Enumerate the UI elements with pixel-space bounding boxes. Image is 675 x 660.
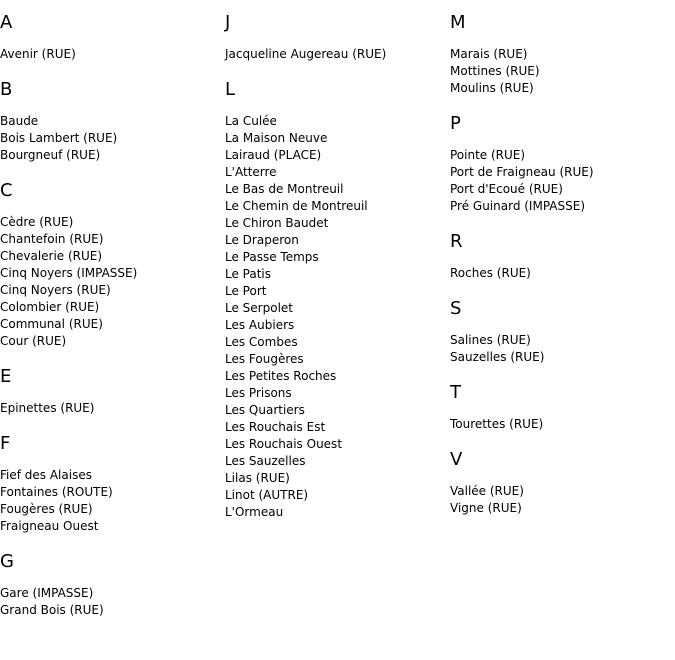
section-letter-heading: L xyxy=(225,79,236,100)
section-letter-heading: M xyxy=(450,12,466,33)
street-link[interactable]: Les Rouchais Ouest xyxy=(225,437,343,451)
street-list xyxy=(0,585,215,619)
street-link[interactable]: Bourgneuf (RUE) xyxy=(0,148,101,162)
section-letter-heading: J xyxy=(225,12,231,33)
street-link[interactable]: Baude xyxy=(0,114,39,128)
street-link[interactable]: Le Passe Temps xyxy=(225,250,319,264)
index-column-2 xyxy=(225,0,440,537)
street-list xyxy=(450,265,665,282)
index-column-1 xyxy=(0,0,215,635)
street-link[interactable]: Le Patis xyxy=(225,267,272,281)
street-link[interactable]: Sauzelles (RUE) xyxy=(450,350,545,364)
section-letter-heading: G xyxy=(0,551,14,572)
street-link[interactable]: Port d'Ecoué (RUE) xyxy=(450,182,563,196)
street-list xyxy=(0,400,215,417)
street-list xyxy=(450,483,665,517)
letter-section xyxy=(225,12,440,63)
street-link[interactable]: Tourettes (RUE) xyxy=(450,417,544,431)
street-link[interactable]: Grand Bois (RUE) xyxy=(0,603,104,617)
letter-section xyxy=(450,382,665,433)
street-list xyxy=(225,46,440,63)
street-link[interactable]: Communal (RUE) xyxy=(0,317,103,331)
street-link[interactable]: L'Atterre xyxy=(225,165,277,179)
section-letter-heading: A xyxy=(0,12,13,33)
street-link[interactable]: Marais (RUE) xyxy=(450,47,528,61)
street-link[interactable]: Salines (RUE) xyxy=(450,333,531,347)
street-link[interactable]: Chantefoin (RUE) xyxy=(0,232,104,246)
street-link[interactable]: Lilas (RUE) xyxy=(225,471,290,485)
letter-section xyxy=(0,12,215,63)
street-link[interactable]: Fontaines (ROUTE) xyxy=(0,485,113,499)
street-link[interactable]: Les Combes xyxy=(225,335,298,349)
street-link[interactable]: Pointe (RUE) xyxy=(450,148,526,162)
street-link[interactable]: Les Aubiers xyxy=(225,318,295,332)
street-link[interactable]: Les Fougères xyxy=(225,352,304,366)
street-list xyxy=(450,332,665,366)
street-link[interactable]: Colombier (RUE) xyxy=(0,300,100,314)
letter-section xyxy=(450,449,665,517)
letter-section xyxy=(0,551,215,619)
street-link[interactable]: Linot (AUTRE) xyxy=(225,488,309,502)
street-list xyxy=(0,214,215,350)
letter-section xyxy=(0,433,215,535)
letter-section xyxy=(0,180,215,350)
street-link[interactable]: L'Ormeau xyxy=(225,505,284,519)
street-list xyxy=(0,467,215,535)
street-link[interactable]: Vallée (RUE) xyxy=(450,484,524,498)
street-link[interactable]: Roches (RUE) xyxy=(450,266,531,280)
section-letter-heading: P xyxy=(450,113,461,134)
street-link[interactable]: Chevalerie (RUE) xyxy=(0,249,103,263)
section-letter-heading: F xyxy=(0,433,11,454)
street-link[interactable]: Fraigneau Ouest xyxy=(0,519,99,533)
street-link[interactable]: Bois Lambert (RUE) xyxy=(0,131,118,145)
street-link[interactable]: Le Port xyxy=(225,284,267,298)
section-letter-heading: R xyxy=(450,231,463,252)
street-link[interactable]: Mottines (RUE) xyxy=(450,64,540,78)
section-letter-heading: C xyxy=(0,180,13,201)
street-link[interactable]: Cèdre (RUE) xyxy=(0,215,74,229)
street-link[interactable]: Epinettes (RUE) xyxy=(0,401,95,415)
street-list xyxy=(225,113,440,521)
letter-section xyxy=(450,12,665,97)
letter-section xyxy=(0,79,215,164)
street-link[interactable]: Pré Guinard (IMPASSE) xyxy=(450,199,585,213)
street-link[interactable]: Moulins (RUE) xyxy=(450,81,534,95)
street-link[interactable]: Vigne (RUE) xyxy=(450,501,522,515)
street-link[interactable]: La Culée xyxy=(225,114,277,128)
street-list xyxy=(0,46,215,63)
street-link[interactable]: Cinq Noyers (RUE) xyxy=(0,283,111,297)
section-letter-heading: S xyxy=(450,298,462,319)
street-link[interactable]: Les Petites Roches xyxy=(225,369,337,383)
street-link[interactable]: La Maison Neuve xyxy=(225,131,328,145)
street-link[interactable]: Lairaud (PLACE) xyxy=(225,148,322,162)
street-link[interactable]: Le Chemin de Montreuil xyxy=(225,199,368,213)
street-link[interactable]: Les Sauzelles xyxy=(225,454,306,468)
street-list xyxy=(450,416,665,433)
street-list xyxy=(450,46,665,97)
street-link[interactable]: Jacqueline Augereau (RUE) xyxy=(225,47,387,61)
street-link[interactable]: Les Prisons xyxy=(225,386,292,400)
street-link[interactable]: Gare (IMPASSE) xyxy=(0,586,94,600)
street-link[interactable]: Le Bas de Montreuil xyxy=(225,182,344,196)
street-link[interactable]: Fief des Alaises xyxy=(0,468,92,482)
street-link[interactable]: Cour (RUE) xyxy=(0,334,67,348)
section-letter-heading: V xyxy=(450,449,463,470)
letter-section xyxy=(450,231,665,282)
letter-section xyxy=(450,113,665,215)
section-letter-heading: T xyxy=(450,382,461,403)
letter-section xyxy=(450,298,665,366)
street-link[interactable]: Les Rouchais Est xyxy=(225,420,326,434)
street-link[interactable]: Les Quartiers xyxy=(225,403,305,417)
letter-section xyxy=(0,366,215,417)
index-column-3 xyxy=(450,0,665,533)
street-list xyxy=(0,113,215,164)
street-link[interactable]: Le Serpolet xyxy=(225,301,293,315)
street-link[interactable]: Le Draperon xyxy=(225,233,299,247)
street-link[interactable]: Fougères (RUE) xyxy=(0,502,93,516)
section-letter-heading: B xyxy=(0,79,13,100)
street-link[interactable]: Le Chiron Baudet xyxy=(225,216,329,230)
street-list xyxy=(450,147,665,215)
section-letter-heading: E xyxy=(0,366,12,387)
street-link[interactable]: Avenir (RUE) xyxy=(0,47,76,61)
letter-section xyxy=(225,79,440,521)
street-link[interactable]: Cinq Noyers (IMPASSE) xyxy=(0,266,138,280)
street-link[interactable]: Port de Fraigneau (RUE) xyxy=(450,165,594,179)
